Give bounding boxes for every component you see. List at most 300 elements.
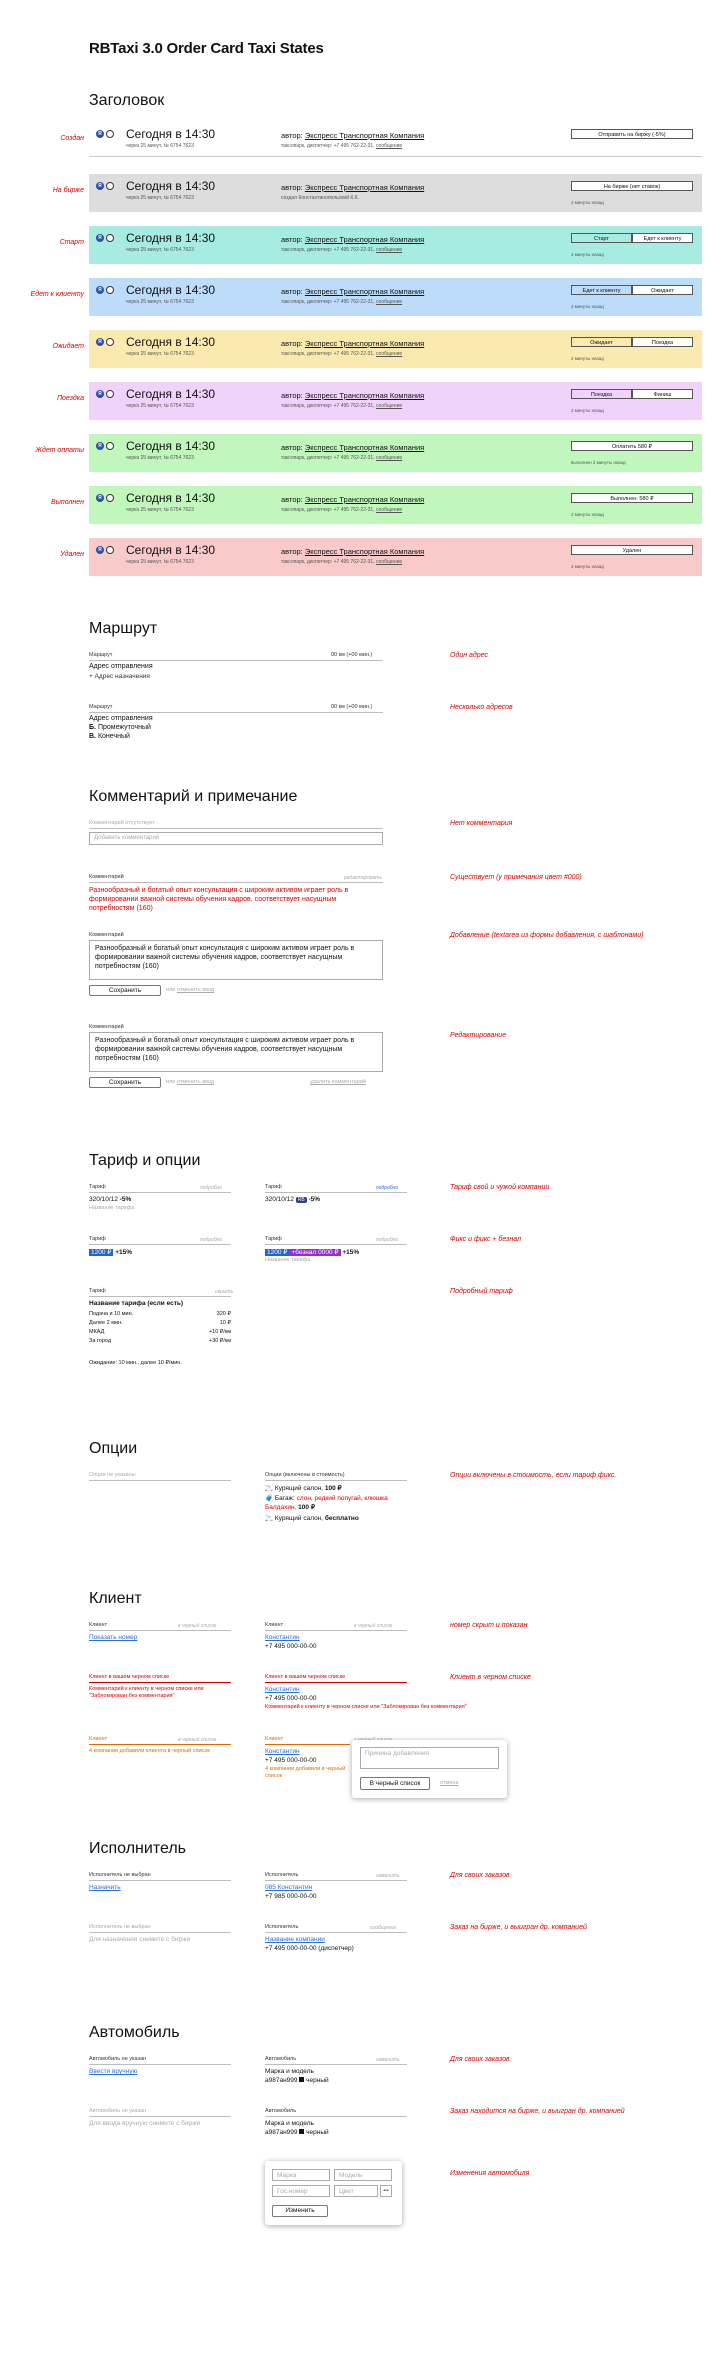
car-color-2: черный — [306, 2129, 329, 2136]
comment-label: Комментарий — [89, 874, 124, 880]
order-card-state-trip — [89, 382, 702, 420]
rb-badge-icon: R — [96, 130, 104, 138]
tariff-close-link[interactable]: скрыть — [215, 1289, 234, 1295]
option-luggage-prefix: Багаж: — [274, 1495, 295, 1502]
car-plate-row-2 — [265, 2129, 329, 2136]
option-smoking-1-price: 100 ₽ — [324, 1485, 342, 1492]
client-blacklist-link-1[interactable]: в черный список — [178, 1623, 217, 1629]
color-swatch-icon — [299, 2077, 304, 2082]
or-text: или — [166, 987, 176, 993]
executor-label-2: Исполнитель — [265, 1924, 299, 1930]
company-link[interactable]: Экспресс Транспортная Компания — [304, 287, 425, 296]
state-action-button[interactable]: Финиш — [632, 389, 693, 399]
route-point-b[interactable] — [89, 724, 151, 731]
or-text: или — [166, 1079, 176, 1085]
option-smoking-1 — [265, 1484, 342, 1492]
options-label: Опции (включены в стоимость) — [265, 1472, 345, 1478]
section-title-tariff: Тариф и опции — [89, 1152, 201, 1169]
order-time: Сегодня в 14:30 — [126, 231, 216, 245]
state-since: 2 минуты назад — [571, 356, 604, 361]
document-title: RBTaxi 3.0 Order Card Taxi States — [89, 40, 324, 57]
state-since: 2 минуты назад — [571, 512, 604, 517]
dispatcher-line — [281, 143, 402, 149]
client-label-2: Клиент — [265, 1622, 284, 1628]
client-orange-underline-2 — [265, 1744, 350, 1745]
car-plate-row — [265, 2077, 329, 2084]
taxi-icon — [106, 182, 114, 190]
tariff-details-link-2[interactable]: подробно — [376, 1185, 399, 1191]
note-tariff-own: Тариф свой и чужой компании — [450, 1184, 550, 1191]
message-link[interactable]: сообщение — [376, 507, 403, 513]
note-one-address: Один адрес — [450, 652, 488, 659]
client-black-comment-1: Комментарий к клиенту в черном списке или "Заблокирован без комментария" — [89, 1686, 204, 1699]
car-plate-2: а987ан999 — [265, 2129, 298, 2136]
cashless-tag: +безнал 0000 ₽ — [291, 1249, 339, 1256]
note-number-hidden: номер скрыт и показан — [450, 1622, 528, 1629]
section-title-comment: Комментарий и примечание — [89, 788, 298, 805]
state-action-button[interactable]: Едет к клиенту — [571, 285, 632, 295]
state-action-button[interactable]: Оплатить 580 ₽ — [571, 441, 693, 451]
executor-message-link[interactable]: сообщение — [370, 1925, 397, 1931]
tariff-label-detail: Тариф — [89, 1288, 106, 1294]
order-number: через 25 минут, № 6754 7623 — [126, 351, 194, 357]
taxi-icon — [106, 494, 114, 502]
color-swatch-icon — [299, 2129, 304, 2134]
company-link[interactable]: Экспресс Транспортная Компания — [304, 547, 425, 556]
tariff-underline-fix-cashless — [265, 1244, 407, 1245]
tariff-details-link-1[interactable]: подробно — [200, 1185, 223, 1191]
state-label: На бирже — [52, 187, 84, 194]
state-label: Выполнен — [51, 499, 84, 506]
message-link[interactable]: сообщение — [376, 143, 403, 149]
add-comment-input[interactable]: Добавить комментарий — [89, 832, 383, 845]
show-number-link[interactable]: Показать номер — [89, 1634, 138, 1641]
taxi-icon — [106, 442, 114, 450]
rb-badge-icon: R — [96, 442, 104, 450]
tariff-underline-detail — [89, 1296, 231, 1297]
order-author — [281, 183, 424, 192]
route-from[interactable]: Адрес отправления — [89, 663, 153, 670]
order-card-state-on_exchange — [89, 174, 702, 212]
car-color-input[interactable]: Цвет — [334, 2185, 378, 2197]
note-comment-edit: Редактирование — [450, 1032, 507, 1039]
client-black-label-2: Клиент в вашем черном списке — [265, 1674, 346, 1680]
client-orange-name-link[interactable]: Константин — [265, 1748, 300, 1755]
blacklist-reason-input[interactable]: Причина добавления — [360, 1747, 499, 1769]
car-model-input[interactable]: Модель — [334, 2169, 392, 2181]
author-prefix: автор: — [281, 495, 303, 504]
state-action-button[interactable]: Выполнен: 580 ₽ — [571, 493, 693, 503]
car-brand-input[interactable]: Марка — [272, 2169, 330, 2181]
order-card-state-payment — [89, 434, 702, 472]
message-link[interactable]: сообщение — [376, 299, 403, 305]
rb-badge-icon: R — [96, 234, 104, 242]
client-label-orange-1: Клиент — [89, 1736, 108, 1742]
option-luggage — [265, 1494, 415, 1512]
taxi-icon — [106, 234, 114, 242]
section-title-car: Автомобиль — [89, 2024, 180, 2041]
taxi-icon — [106, 338, 114, 346]
rb-icon: RB — [297, 1197, 305, 1203]
route-point-b-text: Промежуточный — [97, 724, 151, 731]
note-options: Опции включены в стоимость, если тариф фикс. — [450, 1472, 617, 1479]
rb-badge-icon: R — [96, 286, 104, 294]
creator-line: создал Константинопольский К.К. — [281, 195, 359, 201]
luggage-icon: 🧳 — [265, 1495, 274, 1502]
car-model-2: Марка и модель — [265, 2120, 314, 2127]
tariff-discount-1: -5% — [119, 1196, 132, 1203]
tariff-underline-1 — [89, 1192, 231, 1193]
taxi-icon — [106, 130, 114, 138]
car-plate: а987ан999 — [265, 2077, 298, 2084]
order-number: через 25 минут, № 6754 7623 — [126, 507, 194, 513]
route-point-c[interactable] — [89, 733, 130, 740]
tariff-fix-value — [89, 1248, 132, 1256]
state-since: 2 минуты назад — [571, 304, 604, 309]
comment-add-label: Комментарий — [89, 932, 124, 938]
car-change-link[interactable]: изменить — [376, 2057, 400, 2063]
tariff-row-key: МКАД — [89, 1329, 105, 1335]
option-luggage-items: слон, редкий попугай, клюшка Балдахин, — [265, 1495, 388, 1511]
company-link[interactable]: Экспресс Транспортная Компания — [304, 391, 425, 400]
order-author — [281, 443, 424, 452]
state-label: Создан — [60, 135, 84, 142]
client-label-1: Клиент — [89, 1622, 108, 1628]
section-title-client: Клиент — [89, 1590, 142, 1607]
options-empty-label: Опции не указаны — [89, 1472, 136, 1478]
comment-underline — [89, 882, 383, 883]
state-label: Поездка — [56, 395, 84, 402]
order-author — [281, 495, 424, 504]
order-time: Сегодня в 14:30 — [126, 439, 216, 453]
tariff-row-value: 320 ₽ — [216, 1311, 231, 1317]
tariff-value-1 — [89, 1196, 131, 1203]
order-author — [281, 547, 424, 556]
client-black-phone: +7 495 000-00-00 — [265, 1695, 317, 1702]
tariff-underline-2 — [265, 1192, 407, 1193]
executor-driver-link[interactable]: 085 Константин — [265, 1884, 313, 1891]
client-black-name-link[interactable]: Константин — [265, 1686, 300, 1693]
executor-company-phone: +7 495 000-00-00 (диспетчер) — [265, 1945, 354, 1952]
company-link[interactable]: Экспресс Транспортная Компания — [304, 339, 425, 348]
taxi-icon — [106, 390, 114, 398]
tariff-details-link-fix-cashless[interactable]: подробно — [376, 1237, 399, 1243]
route-point-c-text: Конечный — [97, 733, 130, 740]
note-car-exchange: Заказ находится на бирже, и выигран др. компанией — [450, 2108, 625, 2115]
note-car-own: Для своих заказов — [450, 2056, 510, 2063]
author-prefix: автор: — [281, 131, 303, 140]
car-empty-label: Автомобиль не указан — [89, 2056, 147, 2062]
note-no-comment: Нет комментария — [450, 820, 513, 827]
order-card-state-start — [89, 226, 702, 264]
dispatcher-phone: таксопарк, диспетчер: +7 495 762-22-31, — [281, 559, 375, 565]
state-action-button[interactable]: Едет к клиенту — [632, 233, 693, 243]
state-label: Ожидает — [52, 343, 84, 350]
note-car-change: Изменения автомобиля — [450, 2170, 530, 2177]
car-label: Автомобиль — [265, 2056, 297, 2062]
order-time: Сегодня в 14:30 — [126, 283, 216, 297]
comment-empty-label: Комментарий отсутствует — [89, 820, 155, 826]
executor-empty-label-2: Исполнитель не выбран — [89, 1924, 151, 1930]
route-distance-multi: 00 км (+00 мин.) — [331, 704, 373, 710]
dispatcher-phone: таксопарк, диспетчер: +7 495 762-22-31, — [281, 455, 375, 461]
option-smoking-2-price: бесплатно — [324, 1515, 359, 1522]
options-empty-underline — [89, 1480, 231, 1481]
route-point-b-letter: Б. — [89, 724, 96, 731]
option-smoking-2-text: Курящий салон, — [274, 1515, 324, 1522]
author-prefix: автор: — [281, 287, 303, 296]
fix-plus15: +15% — [115, 1249, 133, 1256]
route-underline — [89, 660, 383, 661]
company-link[interactable]: Экспресс Транспортная Компания — [304, 443, 425, 452]
message-link[interactable]: сообщение — [376, 455, 403, 461]
client-black-underline-2 — [265, 1682, 407, 1683]
order-number: через 25 минут, № 6754 7623 — [126, 455, 194, 461]
fix-cashless-plus15: +15% — [342, 1249, 360, 1256]
comment-delete-link[interactable]: удалить комментарий — [310, 1079, 366, 1085]
route-from-multi[interactable]: Адрес отправления — [89, 715, 153, 722]
taxi-icon — [106, 286, 114, 294]
tariff-label-fix-cashless: Тариф — [265, 1236, 282, 1242]
client-black-label-1: Клиент в вашем черном списке — [89, 1674, 170, 1680]
car-edit-popup — [265, 2161, 402, 2225]
tariff-row-value: +10 ₽/км — [208, 1329, 231, 1335]
state-label: Удален — [60, 551, 84, 558]
route-label-multi: Маршрут — [89, 704, 113, 710]
order-number: через 25 минут, № 6754 7623 — [126, 299, 194, 305]
comment-empty-underline — [89, 828, 383, 829]
client-blacklist-link-3[interactable]: в черный список — [178, 1737, 217, 1743]
option-smoking-1-text: Курящий салон, — [274, 1485, 324, 1492]
order-author — [281, 339, 424, 348]
comment-edit-cancel-link[interactable]: отменить ввод — [176, 1079, 215, 1085]
company-link[interactable]: Экспресс Транспортная Компания — [304, 183, 425, 192]
order-time: Сегодня в 14:30 — [126, 127, 216, 141]
executor-empty-underline — [89, 1880, 231, 1881]
blacklist-popup — [352, 1740, 507, 1798]
rb-badge-icon: R — [96, 182, 104, 190]
section-title-header: Заголовок — [89, 92, 165, 109]
author-prefix: автор: — [281, 443, 303, 452]
route-underline-multi — [89, 712, 383, 713]
tariff-row-key: Подача и 10 мин. — [89, 1311, 134, 1317]
state-action-button[interactable]: Ожидает — [632, 285, 693, 295]
rb-badge-icon: R — [96, 390, 104, 398]
client-orange-phone: +7 495 000-00-00 — [265, 1757, 317, 1764]
cigarette-icon: 🚬 — [265, 1515, 274, 1522]
comment-text: Разнообразный и богатый опыт консультация с широким активом играет роль в формировании важной системы обучения кадров, соответствует насущным потребностям (160) — [89, 887, 349, 912]
state-since: 2 минуты назад — [571, 564, 604, 569]
car-underline-2 — [265, 2116, 407, 2117]
tariff-row-value: 10 ₽ — [219, 1320, 231, 1326]
order-card-state-created — [89, 122, 702, 160]
message-link[interactable]: сообщение — [376, 247, 403, 253]
state-action-button[interactable]: На бирже (нет ставок) — [571, 181, 693, 191]
state-label: Едет к клиенту — [30, 291, 84, 298]
add-destination-link[interactable]: + Адрес назначения — [89, 673, 150, 680]
fix-price-tag-2: 1200 ₽ — [267, 1249, 288, 1256]
state-action-button[interactable]: Удален — [571, 545, 693, 555]
car-change-button[interactable]: Изменить — [272, 2205, 328, 2217]
order-card-state-done — [89, 486, 702, 524]
author-prefix: автор: — [281, 339, 303, 348]
client-orange-note-2: 4 компании добавили в черный список — [265, 1766, 346, 1779]
tariff-waiting: Ожидание: 10 мин., далее 10 ₽/мин. — [89, 1360, 182, 1366]
state-action-button[interactable]: Старт — [571, 233, 632, 243]
comment-add-textarea[interactable]: Разнообразный и богатый опыт консультация с широким активом играет роль в формировании важной системы обучения кадров, соответствует насущным потребностям (160) — [89, 940, 383, 980]
option-smoking-2 — [265, 1514, 359, 1522]
note-executor-exchange: Заказ на бирже, и выигран др. компанией — [450, 1924, 587, 1931]
car-empty-label-2: Автомобиль не указан — [89, 2108, 147, 2114]
comment-add-cancel-row — [166, 987, 214, 993]
state-action-button[interactable]: Поездка — [571, 389, 632, 399]
add-to-blacklist-button[interactable]: В черный список — [360, 1777, 430, 1790]
tariff-value-2-text: 320/10/12 — [265, 1196, 294, 1203]
car-color: черный — [306, 2077, 329, 2084]
comment-add-save-button[interactable]: Сохранить — [89, 985, 161, 996]
client-orange-underline-1 — [89, 1744, 231, 1745]
state-since: 2 минуты назад — [571, 252, 604, 257]
order-author — [281, 235, 424, 244]
tariff-underline-fix — [89, 1244, 231, 1245]
client-underline-1 — [89, 1630, 231, 1631]
rb-badge-icon: R — [96, 338, 104, 346]
tariff-fix-cashless-value — [265, 1248, 359, 1256]
note-executor-own: Для своих заказов — [450, 1872, 510, 1879]
car-model: Марка и модель — [265, 2068, 314, 2075]
tariff-value-1-text: 320/10/12 — [89, 1196, 118, 1203]
tariff-discount-2: -5% — [308, 1196, 321, 1203]
state-since: выполнен 2 минуты назад — [571, 460, 626, 465]
car-plate-input[interactable]: Гос.номер — [272, 2185, 330, 2197]
cigarette-icon: 🚬 — [265, 1485, 274, 1492]
client-blacklist-link-2[interactable]: в черный список — [354, 1623, 393, 1629]
order-card-state-waiting — [89, 330, 702, 368]
dispatcher-phone: таксопарк, диспетчер: +7 495 762-22-31, — [281, 299, 375, 305]
message-link[interactable]: сообщение — [376, 351, 403, 357]
note-tariff-fix: Фикс и фикс + безнал — [450, 1236, 522, 1243]
executor-phone: +7 985 000-00-00 — [265, 1893, 317, 1900]
enter-car-manually-link[interactable]: Ввести вручную — [89, 2068, 138, 2075]
tariff-details-link-fix[interactable]: подробно — [200, 1237, 223, 1243]
dispatcher-line — [281, 507, 402, 513]
message-link[interactable]: сообщение — [376, 559, 403, 565]
tariff-label-2: Тариф — [265, 1184, 282, 1190]
author-prefix: автор: — [281, 547, 303, 556]
car-label-2: Автомобиль — [265, 2108, 297, 2114]
company-link[interactable]: Экспресс Транспортная Компания — [304, 495, 425, 504]
state-since: 2 минуты назад — [571, 200, 604, 205]
executor-empty-label: Исполнитель не выбран — [89, 1872, 151, 1878]
executor-label: Исполнитель — [265, 1872, 299, 1878]
order-number: через 25 минут, № 6754 7623 — [126, 143, 194, 149]
client-black-comment-2: Комментарий к клиенту в черном списке или "Заблокирован без комментария" — [265, 1704, 467, 1710]
executor-change-link[interactable]: изменить — [376, 1873, 400, 1879]
executor-hint: Для назначения снимите с биржи — [89, 1936, 191, 1943]
state-action-button[interactable]: Отправить на биржу (-5%) — [571, 129, 693, 139]
executor-company-link[interactable]: Название компании — [265, 1936, 325, 1943]
order-number: через 25 минут, № 6754 7623 — [126, 247, 194, 253]
dispatcher-phone: таксопарк, диспетчер: +7 495 762-22-31, — [281, 507, 375, 513]
executor-underline — [265, 1880, 407, 1881]
tariff-label-1: Тариф — [89, 1184, 106, 1190]
fix-price-tag: 1200 ₽ — [91, 1249, 112, 1256]
executor-underline-2 — [265, 1932, 407, 1933]
order-time: Сегодня в 14:30 — [126, 335, 216, 349]
order-number: через 25 минут, № 6754 7623 — [126, 195, 194, 201]
comment-edit-link[interactable]: редактировать — [344, 875, 383, 881]
dispatcher-phone: таксопарк, диспетчер: +7 495 762-22-31, — [281, 143, 375, 149]
blacklist-cancel-link[interactable]: отмена — [440, 1780, 459, 1786]
order-author — [281, 391, 424, 400]
state-label: Ждет оплаты — [35, 447, 84, 454]
client-black-underline-1 — [89, 1682, 231, 1683]
car-empty-underline — [89, 2064, 231, 2065]
message-link[interactable]: сообщение — [376, 403, 403, 409]
tariff-label-fix: Тариф — [89, 1236, 106, 1242]
car-underline — [265, 2064, 407, 2065]
client-phone: +7 495 000-00-00 — [265, 1643, 317, 1650]
order-card-state-going — [89, 278, 702, 316]
taxi-icon — [106, 546, 114, 554]
company-link[interactable]: Экспресс Транспортная Компания — [304, 235, 425, 244]
client-label-orange-2: Клиент — [265, 1736, 284, 1742]
dispatcher-line — [281, 403, 402, 409]
note-comment-exists: Существует (у примечания цвет #000) — [450, 874, 582, 881]
order-time: Сегодня в 14:30 — [126, 491, 216, 505]
author-prefix: автор: — [281, 391, 303, 400]
section-title-executor: Исполнитель — [89, 1840, 187, 1857]
dispatcher-line — [281, 351, 402, 357]
order-time: Сегодня в 14:30 — [126, 179, 216, 193]
tariff-name-1: Название тарифа — [89, 1205, 135, 1211]
dispatcher-line — [281, 559, 402, 565]
comment-edit-label: Комментарий — [89, 1024, 124, 1030]
tariff-row-key: Далее 2 мин. — [89, 1320, 123, 1326]
note-tariff-detail: Подробный тариф — [450, 1288, 513, 1295]
assign-executor-link[interactable]: Назначить — [89, 1884, 121, 1891]
rb-badge-icon: R — [96, 546, 104, 554]
author-prefix: автор: — [281, 235, 303, 244]
dispatcher-line — [281, 247, 402, 253]
state-action-button[interactable]: Поездка — [632, 337, 693, 347]
note-many-addresses: Несколько адресов — [450, 704, 513, 711]
comment-edit-save-button[interactable]: Сохранить — [89, 1077, 161, 1088]
car-empty-underline-2 — [89, 2116, 231, 2117]
route-point-c-letter: В. — [89, 733, 96, 740]
comment-add-cancel-link[interactable]: отменить ввод — [176, 987, 215, 993]
car-hint: Для ввода вручную снимите с биржи — [89, 2120, 201, 2127]
state-action-button[interactable]: Ожидает — [571, 337, 632, 347]
note-comment-add: Добавление (textarea из формы добавления, с шаблонами) — [450, 932, 644, 939]
dispatcher-line — [281, 455, 402, 461]
tariff-value-2 — [265, 1196, 320, 1203]
order-time: Сегодня в 14:30 — [126, 387, 216, 401]
dispatcher-phone: таксопарк, диспетчер: +7 495 762-22-31, — [281, 403, 375, 409]
comment-edit-textarea[interactable]: Разнообразный и богатый опыт консультация с широким активом играет роль в формировании важной системы обучения кадров, соответствует насущным потребностям (160) — [89, 1032, 383, 1072]
client-name-link[interactable]: Константин — [265, 1634, 300, 1641]
color-picker-button[interactable]: ••• — [380, 2185, 392, 2197]
tariff-full-name: Название тарифа (если есть) — [89, 1300, 184, 1307]
order-number: через 25 минут, № 6754 7623 — [126, 403, 194, 409]
executor-empty-underline-2 — [89, 1932, 231, 1933]
order-card-state-deleted — [89, 538, 702, 576]
dispatcher-line — [281, 299, 402, 305]
tariff-row-value: +30 ₽/км — [208, 1338, 231, 1344]
company-link[interactable]: Экспресс Транспортная Компания — [304, 131, 425, 140]
tariff-name-fix-cashless: Название тарифа — [265, 1257, 311, 1263]
order-number: через 25 минут, № 6754 7623 — [126, 559, 194, 565]
